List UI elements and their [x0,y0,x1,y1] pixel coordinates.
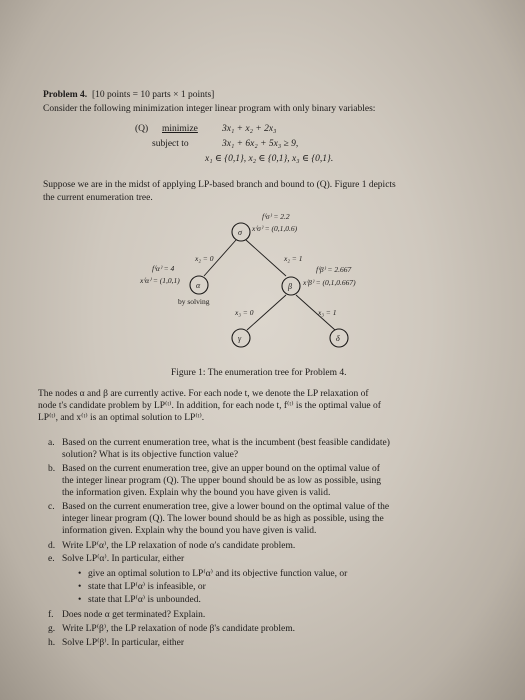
bullet-dot-1: • [78,569,82,579]
part-e-line-1: Solve LP⁽α⁾. In particular, either [62,554,185,564]
part-b-line-2: the integer linear program (Q). The upper bound should be as low as possible, using [62,476,382,486]
part-g-marker: g. [48,624,56,634]
part-h-marker: h. [48,638,56,648]
subject-to-keyword: subject to [152,139,189,149]
part-c-marker: c. [48,502,55,512]
root-f-annotation: f⁽σ⁾ = 2.2 [262,212,290,221]
bullet-dot-3: • [78,595,82,605]
node-alpha-label: α [196,281,201,290]
beta-f-annotation: f⁽β⁾ = 2.667 [316,265,352,274]
edge-root-beta [246,240,286,276]
tree-note: by solving [178,297,210,306]
variable-domains: x₁ ∈ {0,1}, x₂ ∈ {0,1}, x₃ ∈ {0,1}. [205,154,334,164]
body-line-1: The nodes α and β are currently active. For each node t, we denote the LP relaxation of [38,389,369,399]
part-h-text: Solve LP⁽β⁾. In particular, either [62,638,185,648]
minimize-keyword: minimize [162,124,198,134]
problem-heading: Problem 4. [43,90,88,100]
branch-label-beta-right: x₃ = 1 [318,308,337,317]
node-root-label: σ [238,228,242,237]
part-a-marker: a. [48,438,55,448]
body-line-2: node t's candidate problem by LP⁽ᵗ⁾. In addition, for each node t, f⁽ᵗ⁾ is the optimal value of [38,401,381,411]
problem-points: [10 points = 10 parts × 1 points] [92,90,215,100]
constraint: 3x₁ + 6x₂ + 5x₃ ≥ 9, [222,139,299,149]
beta-x-annotation: x⁽β⁾ = (0,1,0.667) [303,278,356,287]
part-a-line-2: solution? What is its objective function value? [62,450,239,460]
part-b-marker: b. [48,464,56,474]
part-c-line-2: integer linear program (Q). The lower bound should be as high as possible, using the [62,514,384,524]
node-gamma-label: γ [238,334,242,343]
objective-function: 3x₁ + x₂ + 2x₃ [222,124,277,134]
part-a-line-1: Based on the current enumeration tree, what is the incumbent (best feasible candidate) [62,438,390,448]
part-d-line-1: Write LP⁽α⁾, the LP relaxation of node α's candidate problem. [62,541,296,551]
problem-intro: Consider the following minimization integer linear program with only binary variables: [43,104,376,114]
node-beta-label: β [288,282,292,291]
body-line-3: LP⁽ᵗ⁾, and x⁽ᵗ⁾ is an optimal solution to LP⁽ᵗ⁾. [38,413,205,423]
suppose-line-2: the current enumeration tree. [43,193,153,203]
part-f-marker: f. [48,610,54,620]
branch-label-root-right: x₂ = 1 [284,254,303,263]
node-delta-label: δ [336,334,340,343]
alpha-f-annotation: f⁽α⁾ = 4 [152,264,175,273]
part-c-line-1: Based on the current enumeration tree, give a lower bound on the optimal value of the [62,502,390,512]
bullet-3: state that LP⁽α⁾ is unbounded. [88,595,201,605]
part-b-line-3: the information given. Explain why the bound you have given is valid. [62,488,331,498]
part-e-marker: e. [48,554,55,564]
program-label: (Q) [135,124,149,134]
alpha-x-annotation: x⁽α⁾ = (1,0,1) [140,276,180,285]
part-d-marker: d. [48,541,56,551]
suppose-line-1: Suppose we are in the midst of applying LP-based branch and bound to (Q). Figure 1 depicts [43,180,396,190]
bullet-dot-2: • [78,582,82,592]
branch-label-beta-left: x₃ = 0 [235,308,254,317]
part-c-line-3: information given. Explain why the bound you have given is valid. [62,526,317,536]
branch-label-root-left: x₂ = 0 [195,254,214,263]
part-f-text: Does node α get terminated? Explain. [62,610,206,620]
figure-caption: Figure 1: The enumeration tree for Problem 4. [171,368,347,378]
bullet-2: state that LP⁽α⁾ is infeasible, or [88,582,206,592]
part-b-line-1: Based on the current enumeration tree, give an upper bound on the optimal value of [62,464,380,474]
bullet-1: give an optimal solution to LP⁽α⁾ and its objective function value, or [88,569,348,579]
part-g-text: Write LP⁽β⁾, the LP relaxation of node β's candidate problem. [62,624,295,634]
root-x-annotation: x⁽σ⁾ = (0,1,0.6) [252,224,298,233]
